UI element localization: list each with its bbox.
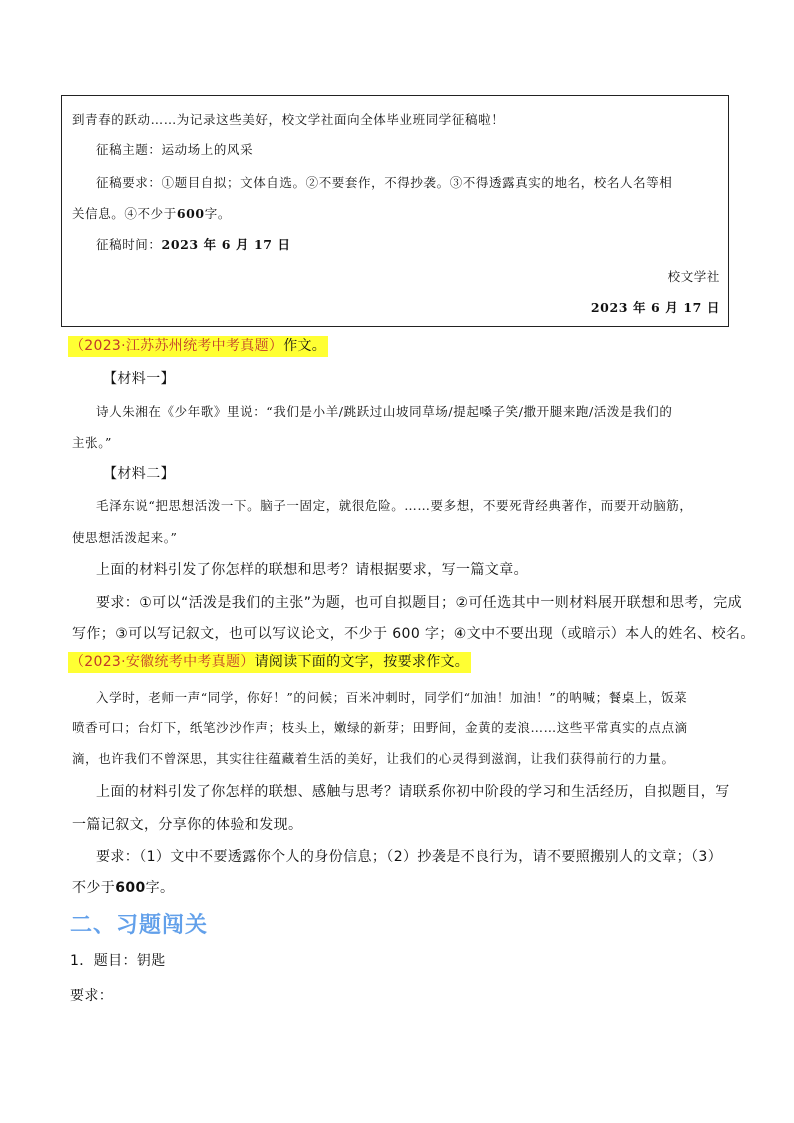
q1-material1-line2: 主张。” bbox=[72, 435, 113, 450]
notice-req-text: 关信息。④不少于 bbox=[72, 206, 177, 221]
q2-passage-line3: 滴，也许我们不曾深思，其实往往蕴藏着生活的美好，让我们的心灵得到滋润，让我们获得前行的力量。 bbox=[72, 751, 675, 766]
q2-source: （2023·安徽统考中考真题） bbox=[70, 654, 255, 670]
q2-passage-line2: 喷香可口；台灯下，纸笔沙沙作声；枝头上，嫩绿的新芽；田野间，金黄的麦浪……这些平常真实的点点滴 bbox=[72, 720, 688, 735]
notice-intro: 到青春的跃动……为记录这些美好，校文学社面向全体毕业班同学征稿啦！ bbox=[72, 112, 505, 127]
q1-material1-line1: 诗人朱湘在《少年歌》里说：“我们是小羊/跳跃过山坡同草场/提起嗓子笑/撒开腿来跑/活泼是我们的 bbox=[96, 404, 673, 419]
notice-req-number: 600 bbox=[176, 206, 205, 221]
q2-requirements-1: 要求：（1）文中不要透露你个人的身份信息；（2）抄袭是不良行为，请不要照搬别人的文章；（3） bbox=[96, 849, 723, 865]
notice-theme: 征稿主题：运动场上的风采 bbox=[96, 142, 254, 157]
q1-material2-label: 【材料二】 bbox=[103, 466, 175, 482]
exercise-1-requirement: 要求： bbox=[70, 988, 114, 1004]
q2-ask-line2: 一篇记叙文，分享你的体验和发现。 bbox=[72, 817, 303, 833]
q1-prompt: 作文。 bbox=[283, 338, 327, 354]
q1-heading bbox=[68, 336, 328, 357]
q1-requirements-2: 写作；③可以写记叙文，也可以写议论文，不少于 600 字；④文中不要出现（或暗示）本人的姓名、校名。 bbox=[72, 626, 755, 642]
q1-material2-line1: 毛泽东说“把思想活泼一下。脑子一固定，就很危险。……要多想，不要死背经典著作，而要开动脑筋， bbox=[96, 498, 693, 513]
q2-prompt: 请阅读下面的文字，按要求作文。 bbox=[254, 654, 470, 670]
section-title: 二、习题闯关 bbox=[70, 913, 209, 938]
q1-material1-label: 【材料一】 bbox=[103, 371, 175, 387]
exercise-1-title: 1．题目：钥匙 bbox=[70, 953, 166, 969]
q1-source: （2023·江苏苏州统考中考真题） bbox=[70, 338, 284, 354]
q1-material2-line2: 使思想活泼起来。” bbox=[72, 530, 178, 545]
q2-ask-line1: 上面的材料引发了你怎样的联想、感触与思考？请联系你初中阶段的学习和生活经历，自拟题目，写 bbox=[96, 784, 730, 800]
q2-passage-line1: 入学时，老师一声“同学，你好！”的问候；百米冲刺时，同学们“加油！加油！”的呐喊；餐桌上，饭菜 bbox=[96, 690, 688, 705]
q2-requirements-2 bbox=[72, 877, 174, 897]
q1-requirements-1: 要求：①可以“活泼是我们的主张”为题，也可自拟题目；②可任选其中一则材料展开联想和思考，完成 bbox=[96, 595, 743, 611]
notice-signature: 校文学社 bbox=[667, 269, 720, 284]
q1-ask: 上面的材料引发了你怎样的联想和思考？请根据要求，写一篇文章。 bbox=[96, 562, 528, 578]
q2-req-number: 600 bbox=[115, 880, 146, 896]
q2-req-text: 不少于 bbox=[72, 880, 116, 896]
notice-time bbox=[96, 235, 291, 253]
notice-date: 2023 年 6 月 17 日 bbox=[590, 300, 720, 315]
notice-time-value: 2023 年 6 月 17 日 bbox=[161, 237, 291, 252]
notice-requirements-1: 征稿要求：①题目自拟；文体自选。②不要套作，不得抄袭。③不得透露真实的地名，校名人名等相 bbox=[96, 175, 673, 190]
q2-req-unit: 字。 bbox=[145, 880, 175, 896]
notice-req-unit: 字。 bbox=[204, 206, 231, 221]
notice-time-label: 征稿时间： bbox=[96, 237, 162, 252]
q2-heading bbox=[68, 652, 471, 673]
notice-requirements-2 bbox=[72, 204, 231, 222]
